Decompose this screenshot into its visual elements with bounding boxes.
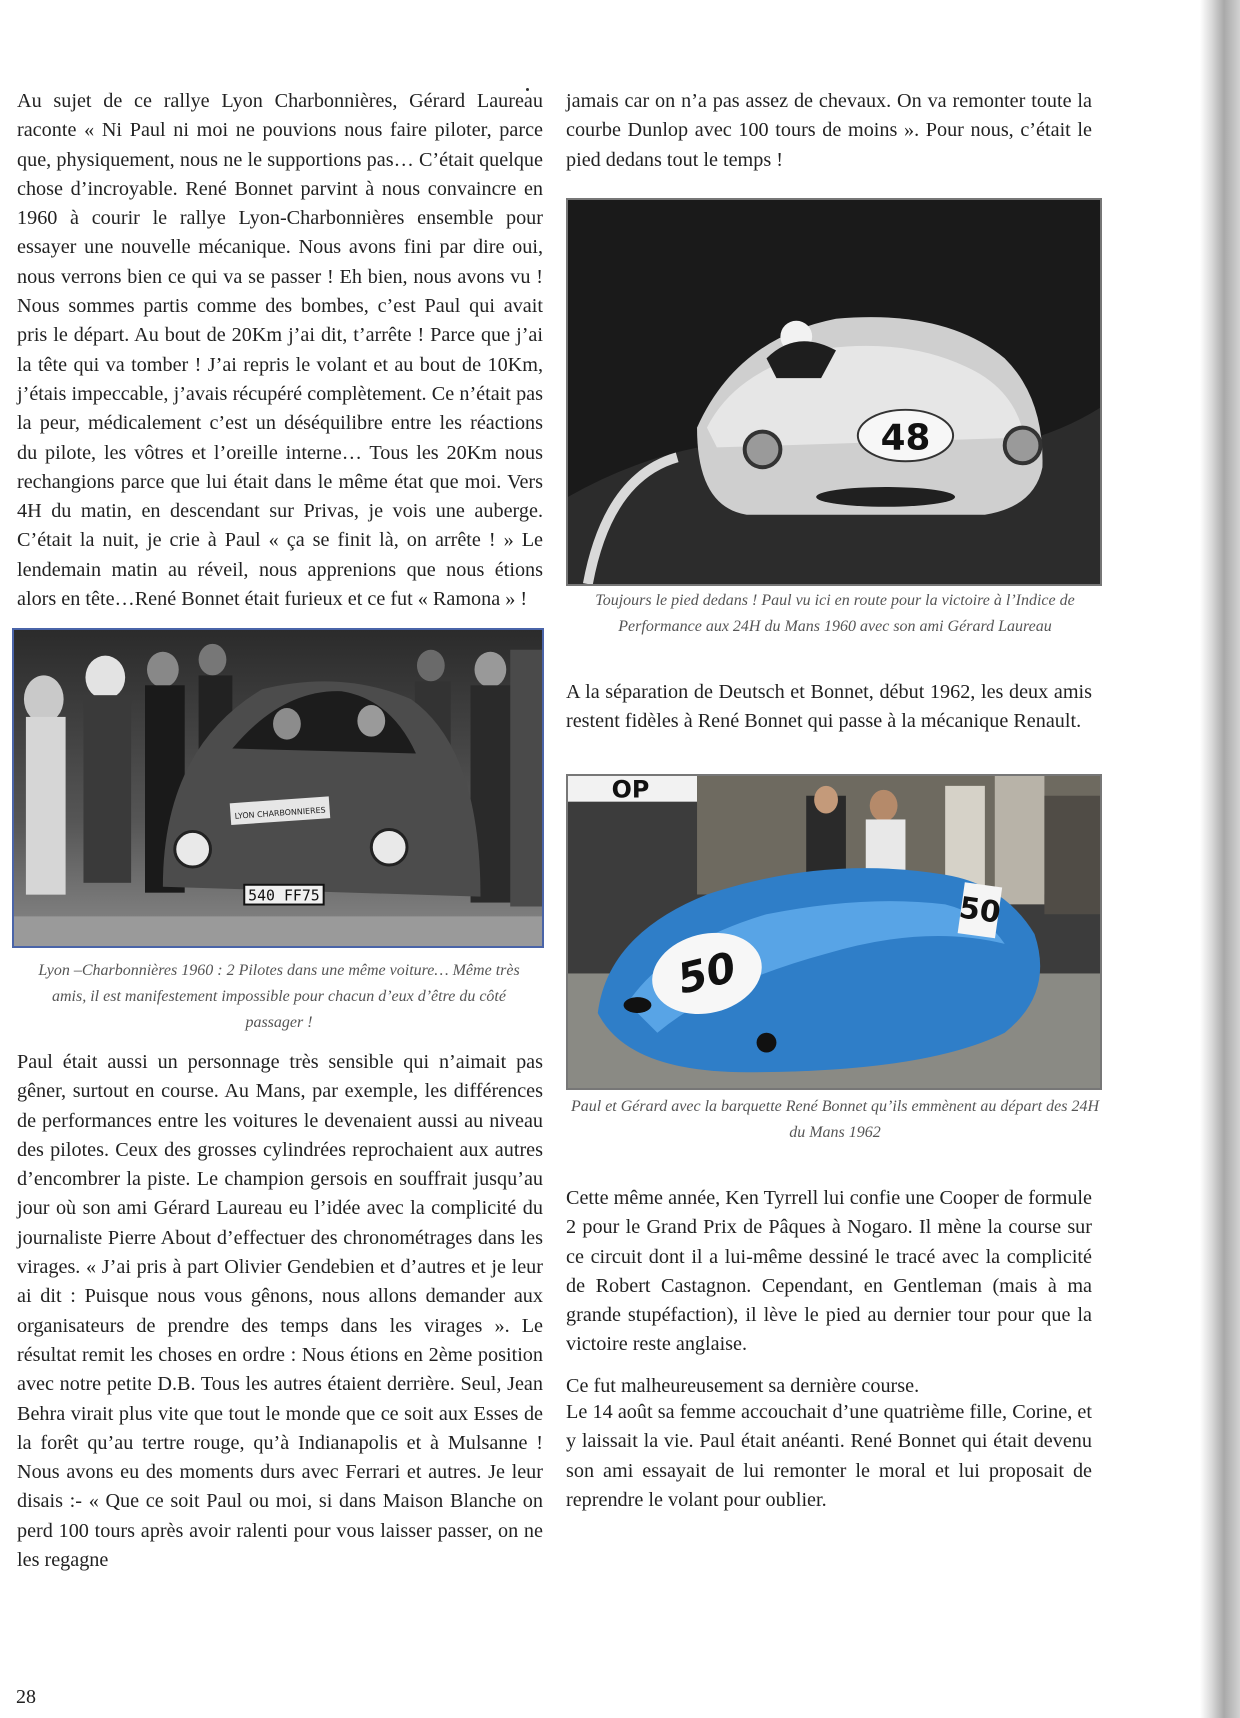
photo-lyon-charbonnieres	[12, 628, 544, 948]
side-number-50: 50	[956, 890, 1003, 931]
page-number: 28	[16, 1686, 36, 1708]
photo-le-mans-1962	[566, 774, 1102, 1090]
car-number-50: 50	[672, 942, 741, 1004]
right-paragraph-4: Ce fut malheureusement sa dernière course.	[566, 1375, 920, 1397]
right-paragraph-2: A la séparation de Deutsch et Bonnet, début 1962, les deux amis restent fidèles à René Bonnet qui passe à la mécanique Renault.	[566, 681, 1092, 733]
race-car-48-photo	[568, 200, 1100, 584]
right-paragraph-5: Le 14 août sa femme accouchait d’une quatrième fille, Corine, et y laissait la vie. Paul était anéanti. René Bonnet qui était devenu son ami essayait de lui remonter le moral et lui proposait de reprendre le volant pour oublier.	[566, 1401, 1092, 1511]
license-plate: 540 FF75	[248, 887, 320, 905]
photo-le-mans-1960	[566, 198, 1102, 586]
right-paragraph-1: jamais car on n’a pas assez de chevaux. On va remonter toute la courbe Dunlop avec 100 tours de moins ». Pour nous, c’était le pied dedans tout le temps !	[566, 90, 1092, 171]
caption-photo-1: Lyon –Charbonnières 1960 : 2 Pilotes dans une même voiture… Même très amis, il est manifestement impossible pour chacun d’eux d’être du côté passager !	[38, 962, 520, 1031]
right-paragraph-3: Cette même année, Ken Tyrrell lui confie une Cooper de formule 2 pour le Grand Prix de Pâques à Nogaro. Il mène la course sur ce circuit dont il a lui-même dessiné le tracé avec la complicité de Robert Castagnon. Cependant, en Gentleman (mais à ma grande stupéfaction), il lève le pied au dernier tour pour que la victoire reste anglaise.	[566, 1187, 1092, 1356]
rally-car-photo	[14, 630, 542, 946]
left-paragraph-1: Au sujet de ce rallye Lyon Charbonnières, Gérard Laureau raconte « Ni Paul ni moi ne pouvions nous faire piloter, parce que, physiquement, nous ne le supportions pas… C’était quelque chose d’incroyable. René Bonnet parvint à nous convaincre en 1960 à courir le rallye Lyon-Charbonnières ensemble pour essayer une nouvelle mécanique. Nous avons fini par dire oui, nous verrons bien ce qui va se passer ! Eh bien, nous avons vu ! Nous sommes partis comme des bombes, c’est Paul qui avait pris le départ. Au bout de 20Km j’ai dit, t’arrête ! Parce que j’ai la tête qui va tomber ! J’ai repris le volant et au bout de 10Km, j’étais impeccable, j’avais récupéré complètement. Ce n’était pas la peur, médicalement c’est un déséquilibre entre les réactions du pilote, les vôtres et l’oreille interne… Tous les 20Km nous rechangions parce que lui était dans le même état que moi. Vers 4H du matin, en descendant sur Privas, je vois une auberge. C’était la nuit, je crie à Paul « ça se finit là, on arrête ! » Le lendemain matin au réveil, nous apprenions que nous étions alors en tête…René Bonnet était furieux et ce fut « Ramona » !	[17, 90, 543, 611]
caption-photo-3: Paul et Gérard avec la barquette René Bonnet qu’ils emmènent au départ des 24H du Mans 1962	[570, 1098, 1099, 1141]
page-edge-shadow	[1200, 0, 1240, 1718]
caption-photo-2: Toujours le pied dedans ! Paul vu ici en route pour la victoire à l’Indice de Performance aux 24H du Mans 1960 avec son ami Gérard Laureau	[595, 592, 1075, 635]
car-number-48: 48	[880, 417, 931, 459]
rally-plaque-text: LYON CHARBONNIERES	[234, 805, 326, 821]
barquette-50-photo	[568, 776, 1100, 1088]
left-paragraph-2: Paul était aussi un personnage très sensible qui n’aimait pas gêner, surtout en course. Au Mans, par exemple, les différences de performances entre les voitures le devenaient aussi au niveau des pilotes. Ceux des grosses cylindrées reprochaient aux autres d’encombrer la piste. Le champion gersois en souffrait jusqu’au jour où son ami Gérard Laureau eu l’idée avec la complicité du journaliste Pierre About d’effectuer des chronométrages dans les virages. « J’ai pris à part Olivier Gendebien et d’autres et je leur ai dit : Puisque nous vous gênons, nous allons demander aux organisateurs de prendre des temps dans les virages ». Le résultat remit les choses en ordre : Nous étions en 2ème position avec notre petite D.B. Tous les autres étaient derrière. Seul, Jean Behra virait plus vite que tout le monde que ce soit aux Esses de la forêt qu’au tertre rouge, qu’à Indianapolis et à Mulsanne ! Nous avons eu des moments durs avec Ferrari et autres. Je leur disais :- « Que ce soit Paul ou moi, si dans Maison Blanche on perd 100 tours après avoir ralenti pour vous laisser passer, on ne les regagne	[17, 1051, 543, 1572]
banner-text: OP	[611, 776, 650, 804]
